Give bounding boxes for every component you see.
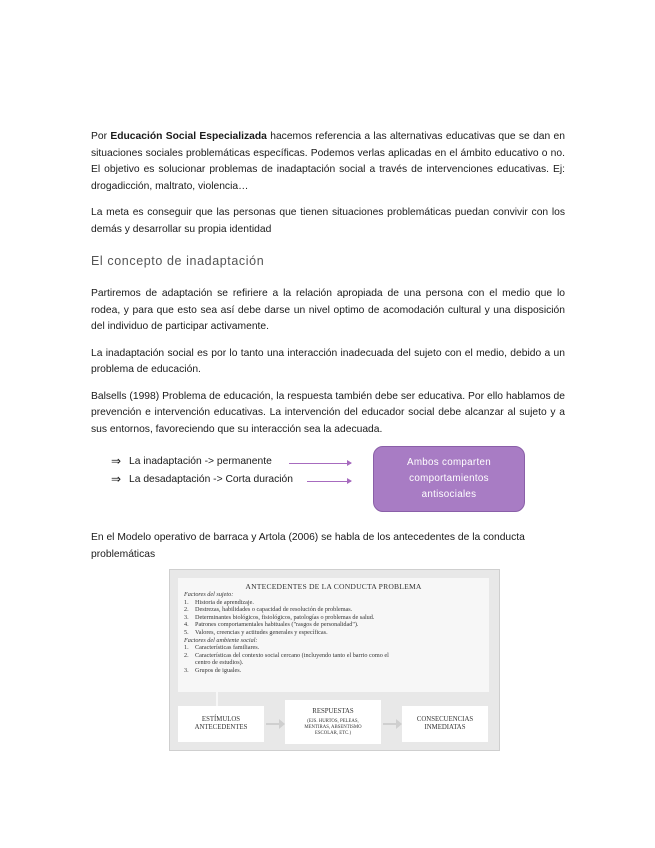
- subject-item: [184, 606, 489, 614]
- consequences-box: [402, 706, 488, 742]
- responses-box: [285, 700, 381, 744]
- section-heading: El concepto de inadaptación: [91, 254, 265, 268]
- subject-item: [184, 599, 489, 607]
- item-number: 1.: [184, 598, 189, 606]
- antecedents-figure: [169, 569, 500, 751]
- box-label: CONSECUENCIAS: [416, 716, 474, 723]
- subject-item: [184, 629, 489, 637]
- goal-paragraph: La meta es conseguir que las personas que tienen situaciones problemáticas puedan convivir con los demás y desarrollar su propia identidad: [91, 207, 565, 235]
- arrow-item-inadaptacion: [91, 454, 272, 468]
- box-label: INMEDIATAS: [424, 724, 466, 731]
- env-factors-heading: Factores del ambiente social:: [184, 636, 258, 644]
- balsells-paragraph: Balsells (1998) Problema de educación, la respuesta también debe ser educativa. Por ello hablamos de prevención e intervención educativas. La intervención del educador social debe alcanzar al sujeto y a sus entornos, favoreciendo que su interacción sea la adecuada.: [91, 390, 565, 435]
- env-item-continuation: centro de estudios).: [195, 659, 244, 667]
- box-sublabel: MENTIRAS, ABSENTISMO: [304, 724, 362, 730]
- subject-item: [184, 614, 489, 622]
- box-label: RESPUESTAS: [312, 707, 354, 715]
- item-text: Valores, creencias y actitudes generales y específicas.: [195, 628, 328, 636]
- document-body: [91, 129, 565, 563]
- subject-factors-heading: Factores del sujeto:: [184, 591, 234, 598]
- connector-arrow: [289, 463, 351, 464]
- flow-arrow: [266, 723, 280, 725]
- item-number: 5.: [184, 628, 189, 636]
- arrow-item-label: La inadaptación -> permanente: [129, 455, 272, 467]
- intro-rest: hacemos referencia a las alternativas educativas que se dan en situaciones sociales problemáticas específicas. Podemos verlas aplicadas en el ámbito educativo o no. El objetivo es solucionar problemas de inadaptación social a través de intervenciones educativas. Ej: drogadicción, maltrato, violencia…: [91, 131, 566, 192]
- adaptation-paragraph: Partiremos de adaptación se refiriere a la relación apropiada de una persona con el medio que lo rodea, y para que esto sea así debe darse un nivel optimo de acomodación cultural y una disposición del individuo de participar activamente.: [91, 288, 565, 332]
- item-number: 3.: [184, 613, 189, 621]
- item-text: Determinantes biológicos, fisiológicos, patologías o problemas de salud.: [195, 613, 375, 621]
- item-number: 2.: [184, 606, 189, 614]
- double-arrow-icon: ⇒: [111, 472, 122, 486]
- item-number: 1.: [184, 644, 189, 652]
- model-paragraph: En el Modelo operativo de barraca y Artola (2006) se habla de los antecedentes de la conducta problemáticas: [91, 532, 525, 560]
- intro-paragraph: [91, 129, 565, 195]
- social-maladjustment-paragraph: La inadaptación social es por lo tanto una interacción inadecuada del sujeto con el medio, debido a un problema de educación.: [91, 347, 565, 375]
- box-sublabel: (EJS. HURTOS, PELEAS,: [307, 718, 359, 724]
- arrow-item-desadaptacion: [91, 472, 293, 486]
- item-number: 2.: [184, 651, 189, 659]
- item-text: Patrones comportamentales habituales ("rasgos de personalidad").: [195, 621, 359, 629]
- item-text: Historia de aprendizaje.: [195, 598, 254, 606]
- intro-prefix: Por: [91, 131, 111, 142]
- item-text: Características del contexto social cercano (incluyendo tanto el barrio como el: [195, 651, 389, 659]
- subject-item: [184, 621, 489, 629]
- double-arrow-icon: ⇒: [111, 454, 122, 468]
- box-sublabel: ESCOLAR, ETC.): [314, 730, 352, 736]
- flow-arrow: [383, 723, 397, 725]
- item-text: Destrezas, habilidades o capacidad de resolución de problemas.: [195, 606, 353, 614]
- figure-title: ANTECEDENTES DE LA CONDUCTA PROBLEMA: [245, 582, 422, 591]
- stimuli-box: [178, 706, 264, 742]
- box-label: ESTÍMULOS: [201, 716, 241, 723]
- env-item: [184, 644, 489, 652]
- shared-behaviours-box: [373, 446, 525, 512]
- comparison-diagram: [91, 446, 565, 516]
- item-number: 3.: [184, 666, 189, 674]
- connector-arrow: [307, 481, 351, 482]
- intro-bold-term: Educación Social Especializada: [110, 131, 267, 142]
- box-line: comportamientos: [409, 473, 489, 484]
- antecedents-panel: [178, 578, 489, 692]
- env-item: [184, 667, 489, 675]
- arrow-item-label: La desadaptación -> Corta duración: [129, 473, 294, 485]
- env-item: [184, 652, 489, 660]
- box-line: Ambos comparten: [407, 457, 491, 468]
- item-text: Características familiares.: [195, 644, 260, 652]
- item-number: 4.: [184, 621, 189, 629]
- box-line: antisociales: [421, 489, 477, 500]
- box-label: ANTECEDENTES: [194, 724, 248, 731]
- item-text: Grupos de iguales.: [195, 666, 242, 674]
- subject-factors-list: [178, 599, 489, 637]
